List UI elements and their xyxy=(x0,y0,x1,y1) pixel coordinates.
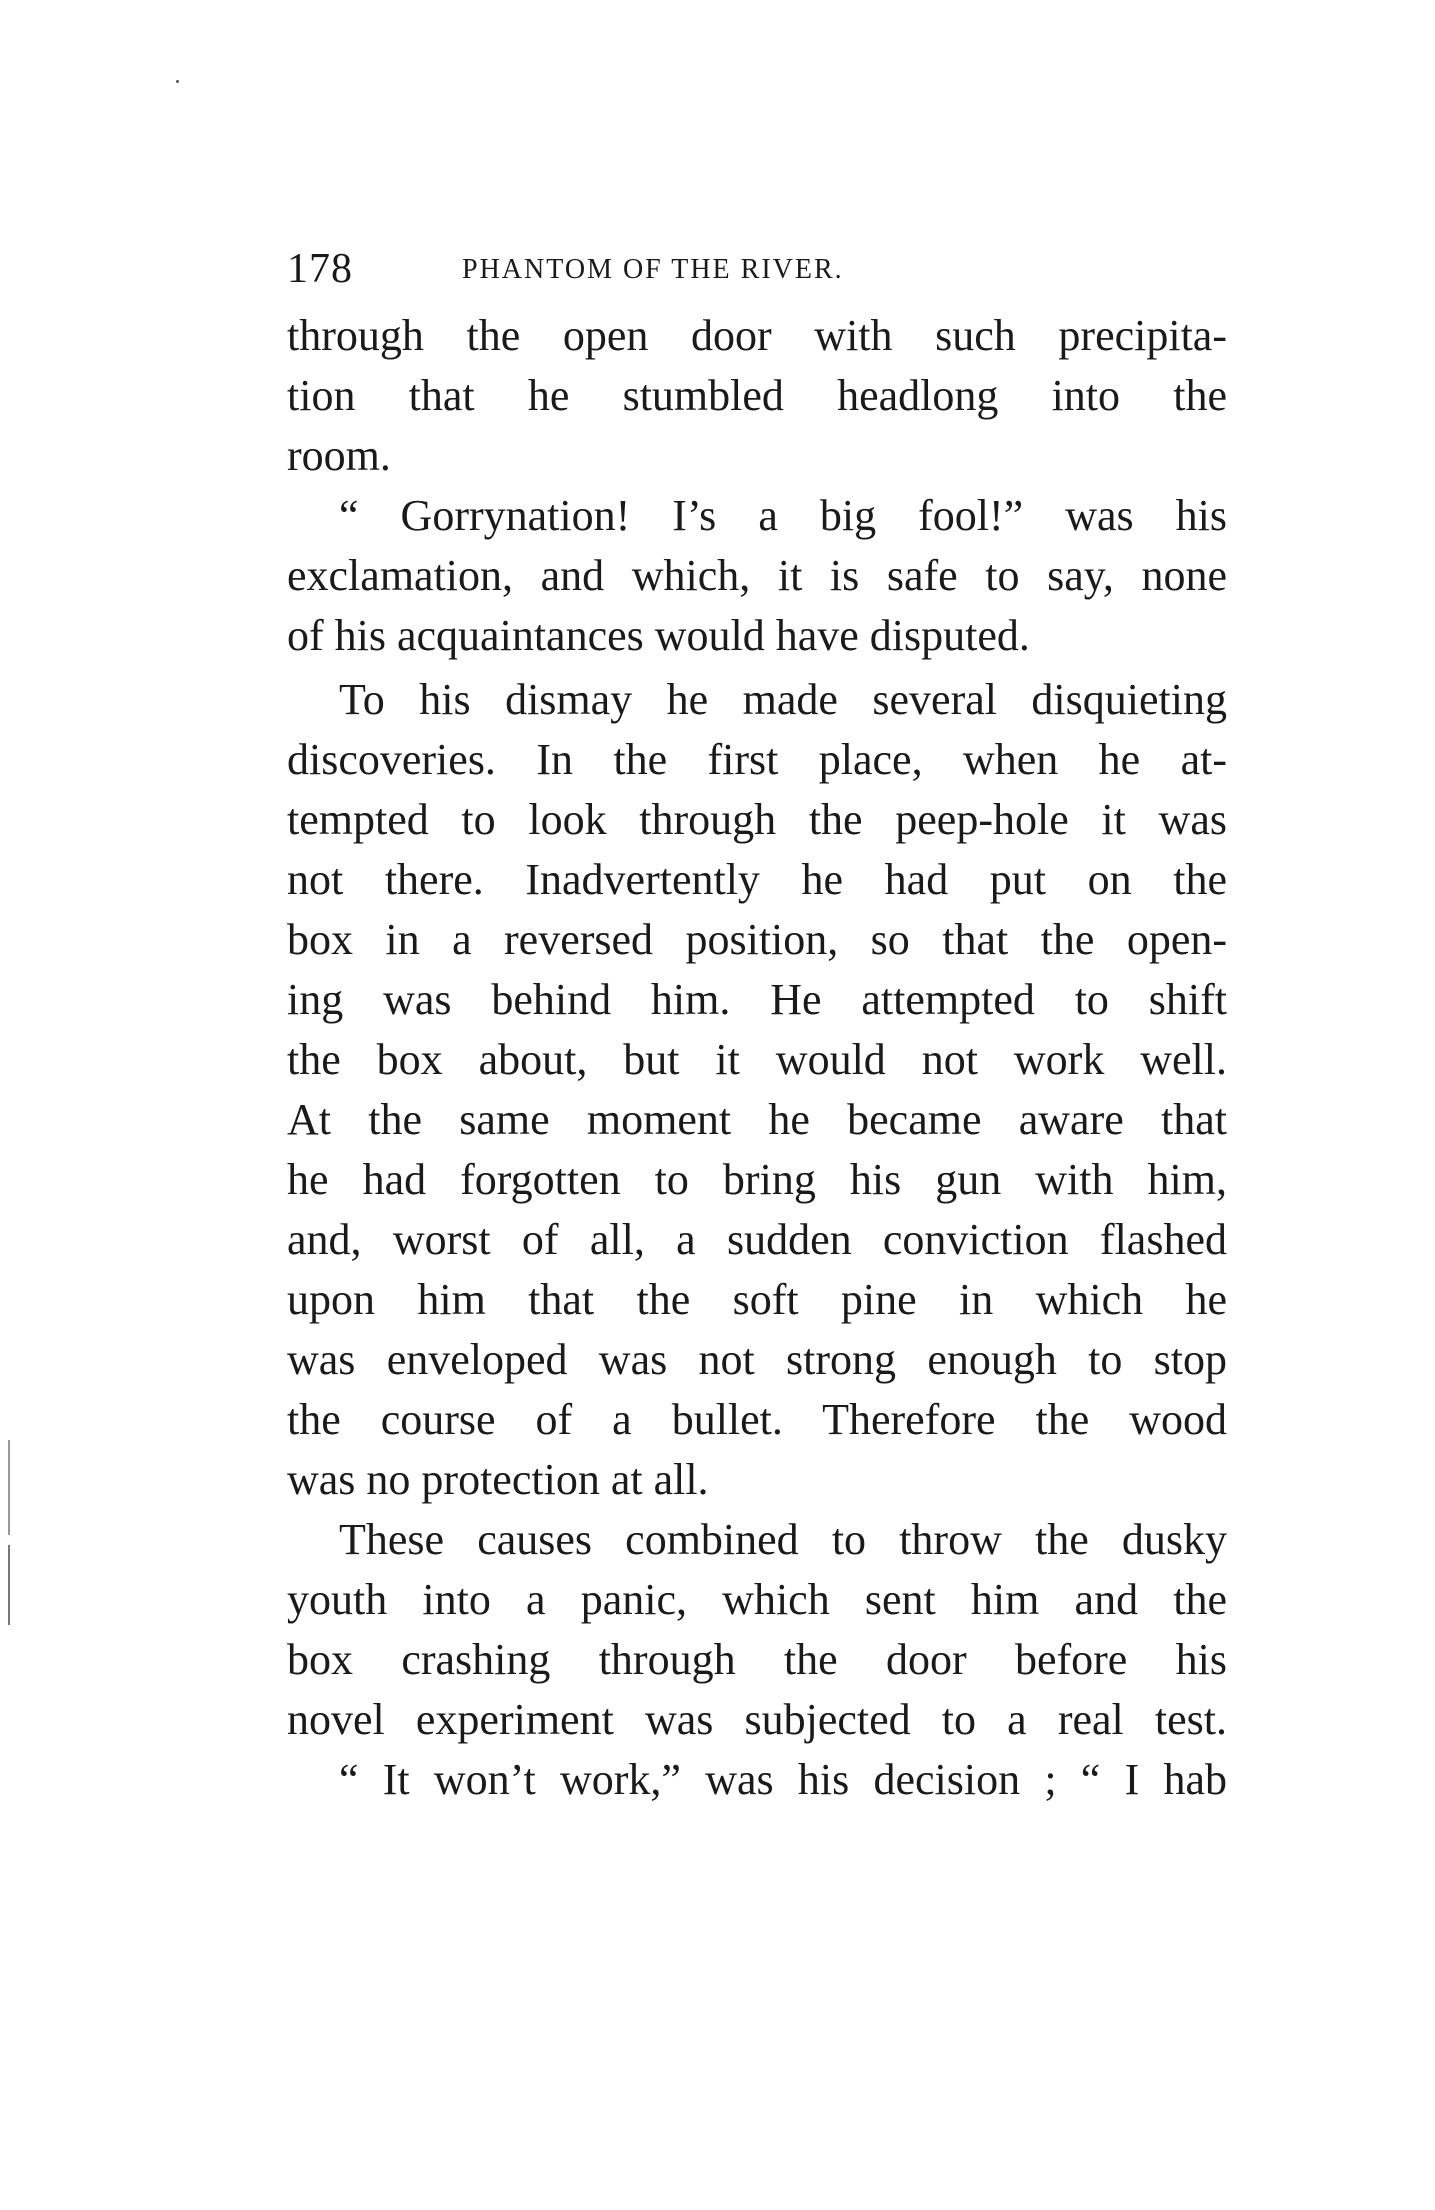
paragraph xyxy=(287,306,1227,486)
page-number: 178 xyxy=(287,246,353,292)
scan-edge-line xyxy=(8,1545,10,1625)
running-title: PHANTOM OF THE RIVER. xyxy=(462,254,844,285)
text-line: tempted to look through the peep-hole it was xyxy=(287,795,1227,844)
text-line: To his dismay he made several disquieting xyxy=(339,675,1227,724)
text-line: he had forgotten to bring his gun with him, xyxy=(287,1155,1227,1204)
text-line: through the open door with such precipita- xyxy=(287,311,1227,360)
body-text xyxy=(287,306,1227,1810)
text-line: the box about, but it would not work well. xyxy=(287,1035,1227,1084)
text-line: of his acquaintances would have disputed. xyxy=(287,611,1030,660)
text-line: novel experiment was subjected to a real test. xyxy=(287,1695,1227,1744)
text-line: room. xyxy=(287,431,391,480)
text-line: was no protection at all. xyxy=(287,1455,709,1504)
text-line: ing was behind him. He attempted to shift xyxy=(287,975,1227,1024)
paragraph xyxy=(287,486,1227,666)
text-line: At the same moment he became aware that xyxy=(287,1095,1227,1144)
text-line: and, worst of all, a sudden conviction flashed xyxy=(287,1215,1227,1264)
text-line: was enveloped was not strong enough to stop xyxy=(287,1335,1227,1384)
text-line: “ It won’t work,” was his decision ; “ I hab xyxy=(339,1755,1227,1804)
scan-edge-line xyxy=(8,1440,10,1535)
text-line: “ Gorrynation! I’s a big fool!” was his xyxy=(339,491,1227,540)
text-line: youth into a panic, which sent him and the xyxy=(287,1575,1227,1624)
scan-speck xyxy=(176,80,179,83)
text-line: upon him that the soft pine in which he xyxy=(287,1275,1227,1324)
paragraph xyxy=(287,1510,1227,1750)
paragraph xyxy=(287,1750,1227,1810)
text-line: box in a reversed position, so that the open- xyxy=(287,915,1227,964)
text-line: the course of a bullet. Therefore the wood xyxy=(287,1395,1227,1444)
text-line: discoveries. In the first place, when he at- xyxy=(287,735,1227,784)
text-line: not there. Inadvertently he had put on the xyxy=(287,855,1227,904)
text-line: tion that he stumbled headlong into the xyxy=(287,371,1227,420)
text-line: These causes combined to throw the dusky xyxy=(339,1515,1227,1564)
page-header xyxy=(287,244,1227,294)
paragraph xyxy=(287,670,1227,1510)
text-line: box crashing through the door before his xyxy=(287,1635,1227,1684)
text-line: exclamation, and which, it is safe to say, none xyxy=(287,551,1227,600)
